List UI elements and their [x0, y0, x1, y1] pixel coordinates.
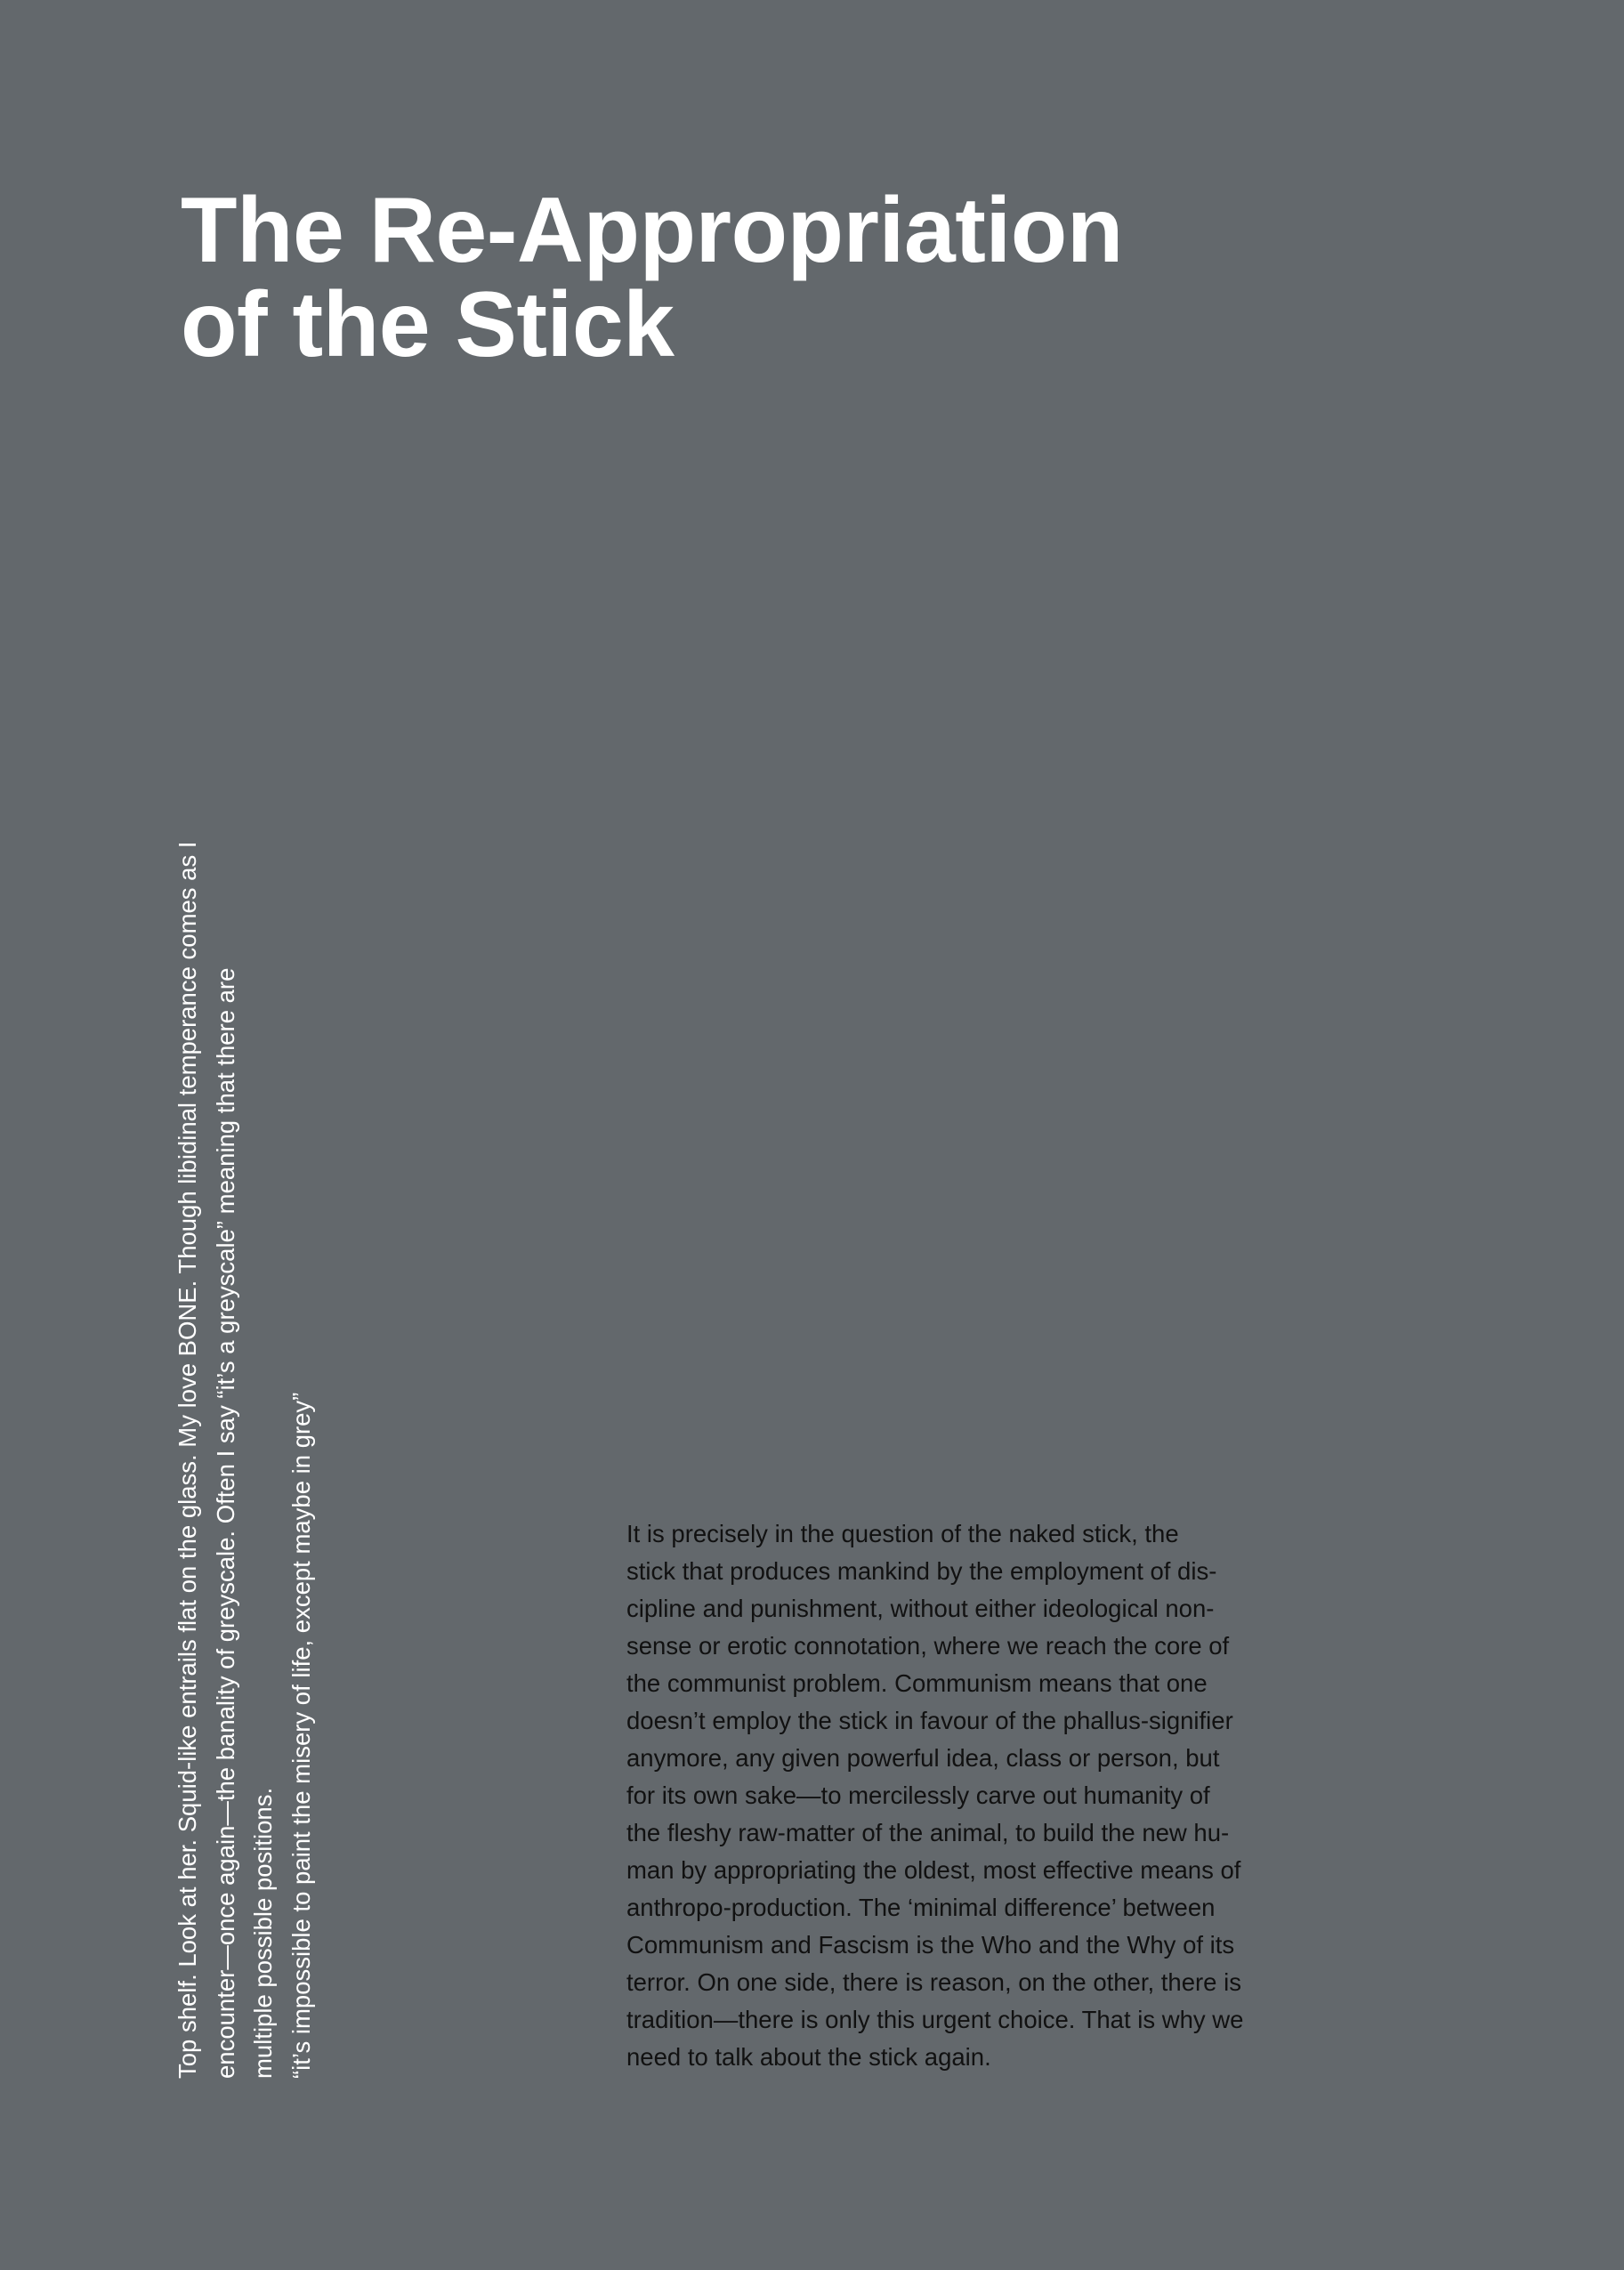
body-line: anthropo-production. The ‘minimal difference’ between [626, 1894, 1216, 1921]
body-line: anymore, any given powerful idea, class or person, but [626, 1744, 1220, 1772]
body-line: for its own sake—to mercilessly carve out humanity of [626, 1781, 1210, 1809]
body-line: man by appropriating the oldest, most effective means of [626, 1856, 1241, 1884]
body-line: doesn’t employ the stick in favour of the phallus-signifier [626, 1707, 1233, 1734]
sidebar-line: encounter—once again—the banality of greyscale. Often I say “it’s a greyscale” meaning that there are [211, 967, 239, 2079]
sidebar-line: multiple possible positions. [249, 1787, 277, 2079]
sidebar-line: Top shelf. Look at her. Squid-like entrails flat on the glass. My love BONE. Though libidinal temperance comes as I [174, 841, 201, 2079]
body-line: stick that produces mankind by the employment of dis- [626, 1557, 1217, 1585]
body-line: It is precisely in the question of the naked stick, the [626, 1520, 1179, 1547]
body-line: sense or erotic connotation, where we reach the core of [626, 1632, 1230, 1660]
body-line: the fleshy raw-matter of the animal, to build the new hu- [626, 1819, 1230, 1846]
body-line: the communist problem. Communism means that one [626, 1669, 1208, 1697]
body-line: need to talk about the stick again. [626, 2043, 991, 2071]
body-line: Communism and Fascism is the Who and the Why of its [626, 1931, 1235, 1959]
body-line: tradition—there is only this urgent choice. That is why we [626, 2006, 1244, 2033]
body-line: terror. On one side, there is reason, on the other, there is [626, 1968, 1241, 1996]
sidebar-quote: “it’s impossible to paint the misery of life, except maybe in grey” [287, 1392, 315, 2079]
page-title [181, 179, 1123, 376]
body-paragraph [626, 1515, 1303, 2076]
title-line-1: The Re-Appropriation [181, 179, 1123, 282]
title-line-2: of the Stick [181, 273, 675, 376]
vertical-sidebar-text [169, 655, 320, 2079]
body-line: cipline and punishment, without either ideological non- [626, 1595, 1215, 1622]
